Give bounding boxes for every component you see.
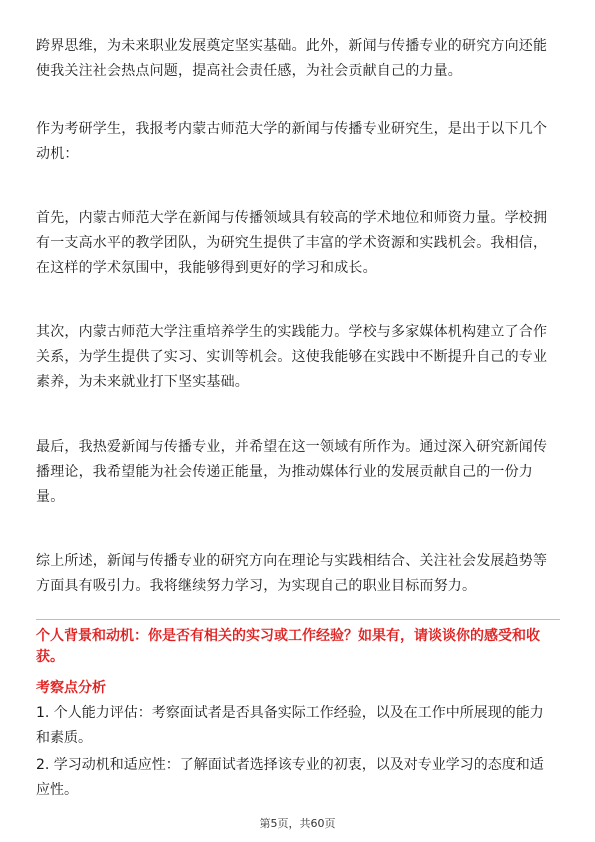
text-line: 方面具有吸引力。我将继续努力学习，为实现自己的职业目标而努力。 [36, 578, 477, 594]
text-line: 作为考研学生，我报考内蒙古师范大学的新闻与传播专业研究生，是出于以下几个 [36, 121, 548, 137]
text-line: 综上所述，新闻与传播专业的研究方向在理论与实践相结合、关注社会发展趋势等 [36, 553, 548, 569]
text-line: 跨界思维，为未来职业发展奠定坚实基础。此外，新闻与传播专业的研究方向还能 [36, 38, 548, 54]
analysis-title: 考察点分析 [36, 680, 106, 696]
list-item-line: 应性。 [36, 782, 78, 798]
text-line: 有一支高水平的教学团队，为研究生提供了丰富的学术资源和实践机会。我相信， [36, 235, 548, 251]
paragraph-motivation-intro [36, 117, 560, 167]
text-line: 量。 [36, 489, 65, 505]
paragraph-summary [36, 549, 560, 599]
list-item-line: 1. 个人能力评估：考察面试者是否具备实际工作经验，以及在工作中所展现的能力 [36, 705, 544, 721]
paragraph-second-reason [36, 320, 560, 395]
text-line: 素养，为未来就业打下坚实基础。 [36, 374, 249, 390]
section-divider [36, 619, 560, 620]
list-item-line: 和素质。 [36, 730, 92, 746]
paragraph-final-reason [36, 435, 560, 510]
text-line: 最后，我热爱新闻与传播专业，并希望在这一领域有所作为。通过深入研究新闻传 [36, 439, 548, 455]
question-line: 个人背景和动机：你是否有相关的实习或工作经验？如果有，请谈谈你的感受和收 [36, 628, 540, 644]
text-line: 关系，为学生提供了实习、实训等机会。这使我能够在实践中不断提升自己的专业 [36, 349, 548, 365]
text-line: 其次，内蒙古师范大学注重培养学生的实践能力。学校与多家媒体机构建立了合作 [36, 324, 548, 340]
text-line: 动机： [36, 146, 79, 162]
text-line: 使我关注社会热点问题，提高社会责任感，为社会贡献自己的力量。 [36, 63, 462, 79]
text-line: 在这样的学术氛围中，我能够得到更好的学习和成长。 [36, 260, 377, 276]
list-item-line: 2. 学习动机和适应性：了解面试者选择该专业的初衷，以及对专业学习的态度和适 [36, 757, 544, 773]
list-item [36, 753, 560, 803]
question-line: 获。 [36, 649, 64, 665]
paragraph-first-reason [36, 206, 560, 281]
text-line: 首先，内蒙古师范大学在新闻与传播领域具有较高的学术地位和师资力量。学校拥 [36, 210, 548, 226]
page-number: 第5页，共60页 [259, 817, 336, 830]
list-item [36, 701, 560, 751]
analysis-list [36, 701, 560, 805]
text-line: 播理论，我希望能为社会传递正能量，为推动媒体行业的发展贡献自己的一份力 [36, 464, 533, 480]
paragraph-cross-thinking [36, 34, 560, 84]
interview-question [36, 626, 560, 668]
